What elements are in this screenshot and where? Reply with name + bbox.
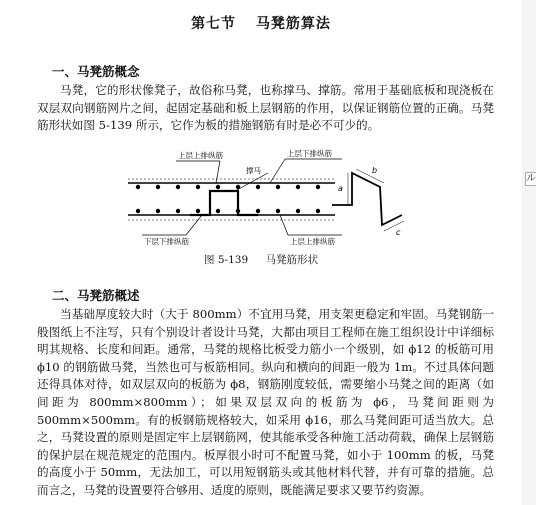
- slab-section: [128, 179, 335, 220]
- label-lower-lower-rebar: 下层下排纵筋: [144, 237, 189, 246]
- dim-c: c: [396, 228, 401, 237]
- figure-stool-rebar: [120, 143, 420, 248]
- figure-number: 图 5-139: [204, 254, 249, 266]
- paragraph-overview: [37, 306, 494, 500]
- paragraph-concept: [37, 82, 494, 135]
- section-name: 马凳筋算法: [255, 16, 331, 32]
- label-upper-lower-rebar: 上层下排纵筋: [287, 149, 332, 158]
- label-upper-upper-rebar: 上层上排纵筋: [178, 151, 223, 160]
- figure-caption-text: 马凳筋形状: [265, 254, 318, 266]
- paragraph-concept-text: 马凳，它的形状像凳子，故俗称马凳，也称撑马、撑筋。常用于基础底板和现浇板在双层双向钢筋网片之间，起固定基础和板上层钢筋的作用，以保证钢筋位置的正确。马凳筋形状如图 5-139 所示，它作为板的措施钢筋有时是必不可少的。: [37, 83, 494, 133]
- right-scroll-gutter: [522, 0, 536, 505]
- section-number: 第七节: [191, 16, 237, 32]
- heading-overview: 二、马凳筋概述: [52, 288, 140, 303]
- stool-3d-shape: [332, 166, 404, 237]
- side-note-marker[interactable]: ル: [526, 173, 536, 184]
- label-brace: 撑马: [246, 166, 261, 175]
- dim-a: a: [338, 184, 343, 193]
- paragraph-overview-text: 当基础厚度较大时（大于 800mm）不宜用马凳，用支架更稳定和牢固。马凳钢筋一般图纸上不注写，只有个别设计者设计马凳，大都由项目工程师在施工组织设计中详细标明其规格、长度和间距。通常，马凳的规格比板受力筋小一个级别，如 ϕ12 的板筋可用 ϕ10 的钢筋做马凳，当然也可与板筋相同。纵向和横向的间距一般为 1m。不过具体问题还得具体对待，如双层双向的板筋为 ϕ8，钢筋刚度较低，需要缩小马凳之间的距离（如间距为 800mm×800mm）；如果双层双向的板筋为 ϕ6，马凳间距则为 500mm×500mm。有的板钢筋规格较大，如采用 ϕ16，那么马凳间距可适当放大。总之，马凳设置的原则是固定牢上层钢筋网，使其能承受各种施工活动荷载，确保上层钢筋的保护层在规范规定的范围内。板厚很小时可不配置马凳，如小于 100mm 的板，马凳的高度小于 50mm，无法加工，可以用短钢筋头或其他材料代替，并有可靠的措施。总而言之，马凳的设置要符合够用、适度的原则，既能满足要求又要节约资源。: [37, 307, 494, 497]
- stool-rebar-shape: [190, 191, 258, 215]
- section-title: [0, 13, 522, 33]
- figure-caption: [0, 252, 522, 267]
- label-lower-upper-rebar: 上层上排纵筋: [290, 237, 335, 246]
- heading-concept: 一、马凳筋概念: [52, 64, 140, 79]
- dim-b: b: [372, 166, 378, 175]
